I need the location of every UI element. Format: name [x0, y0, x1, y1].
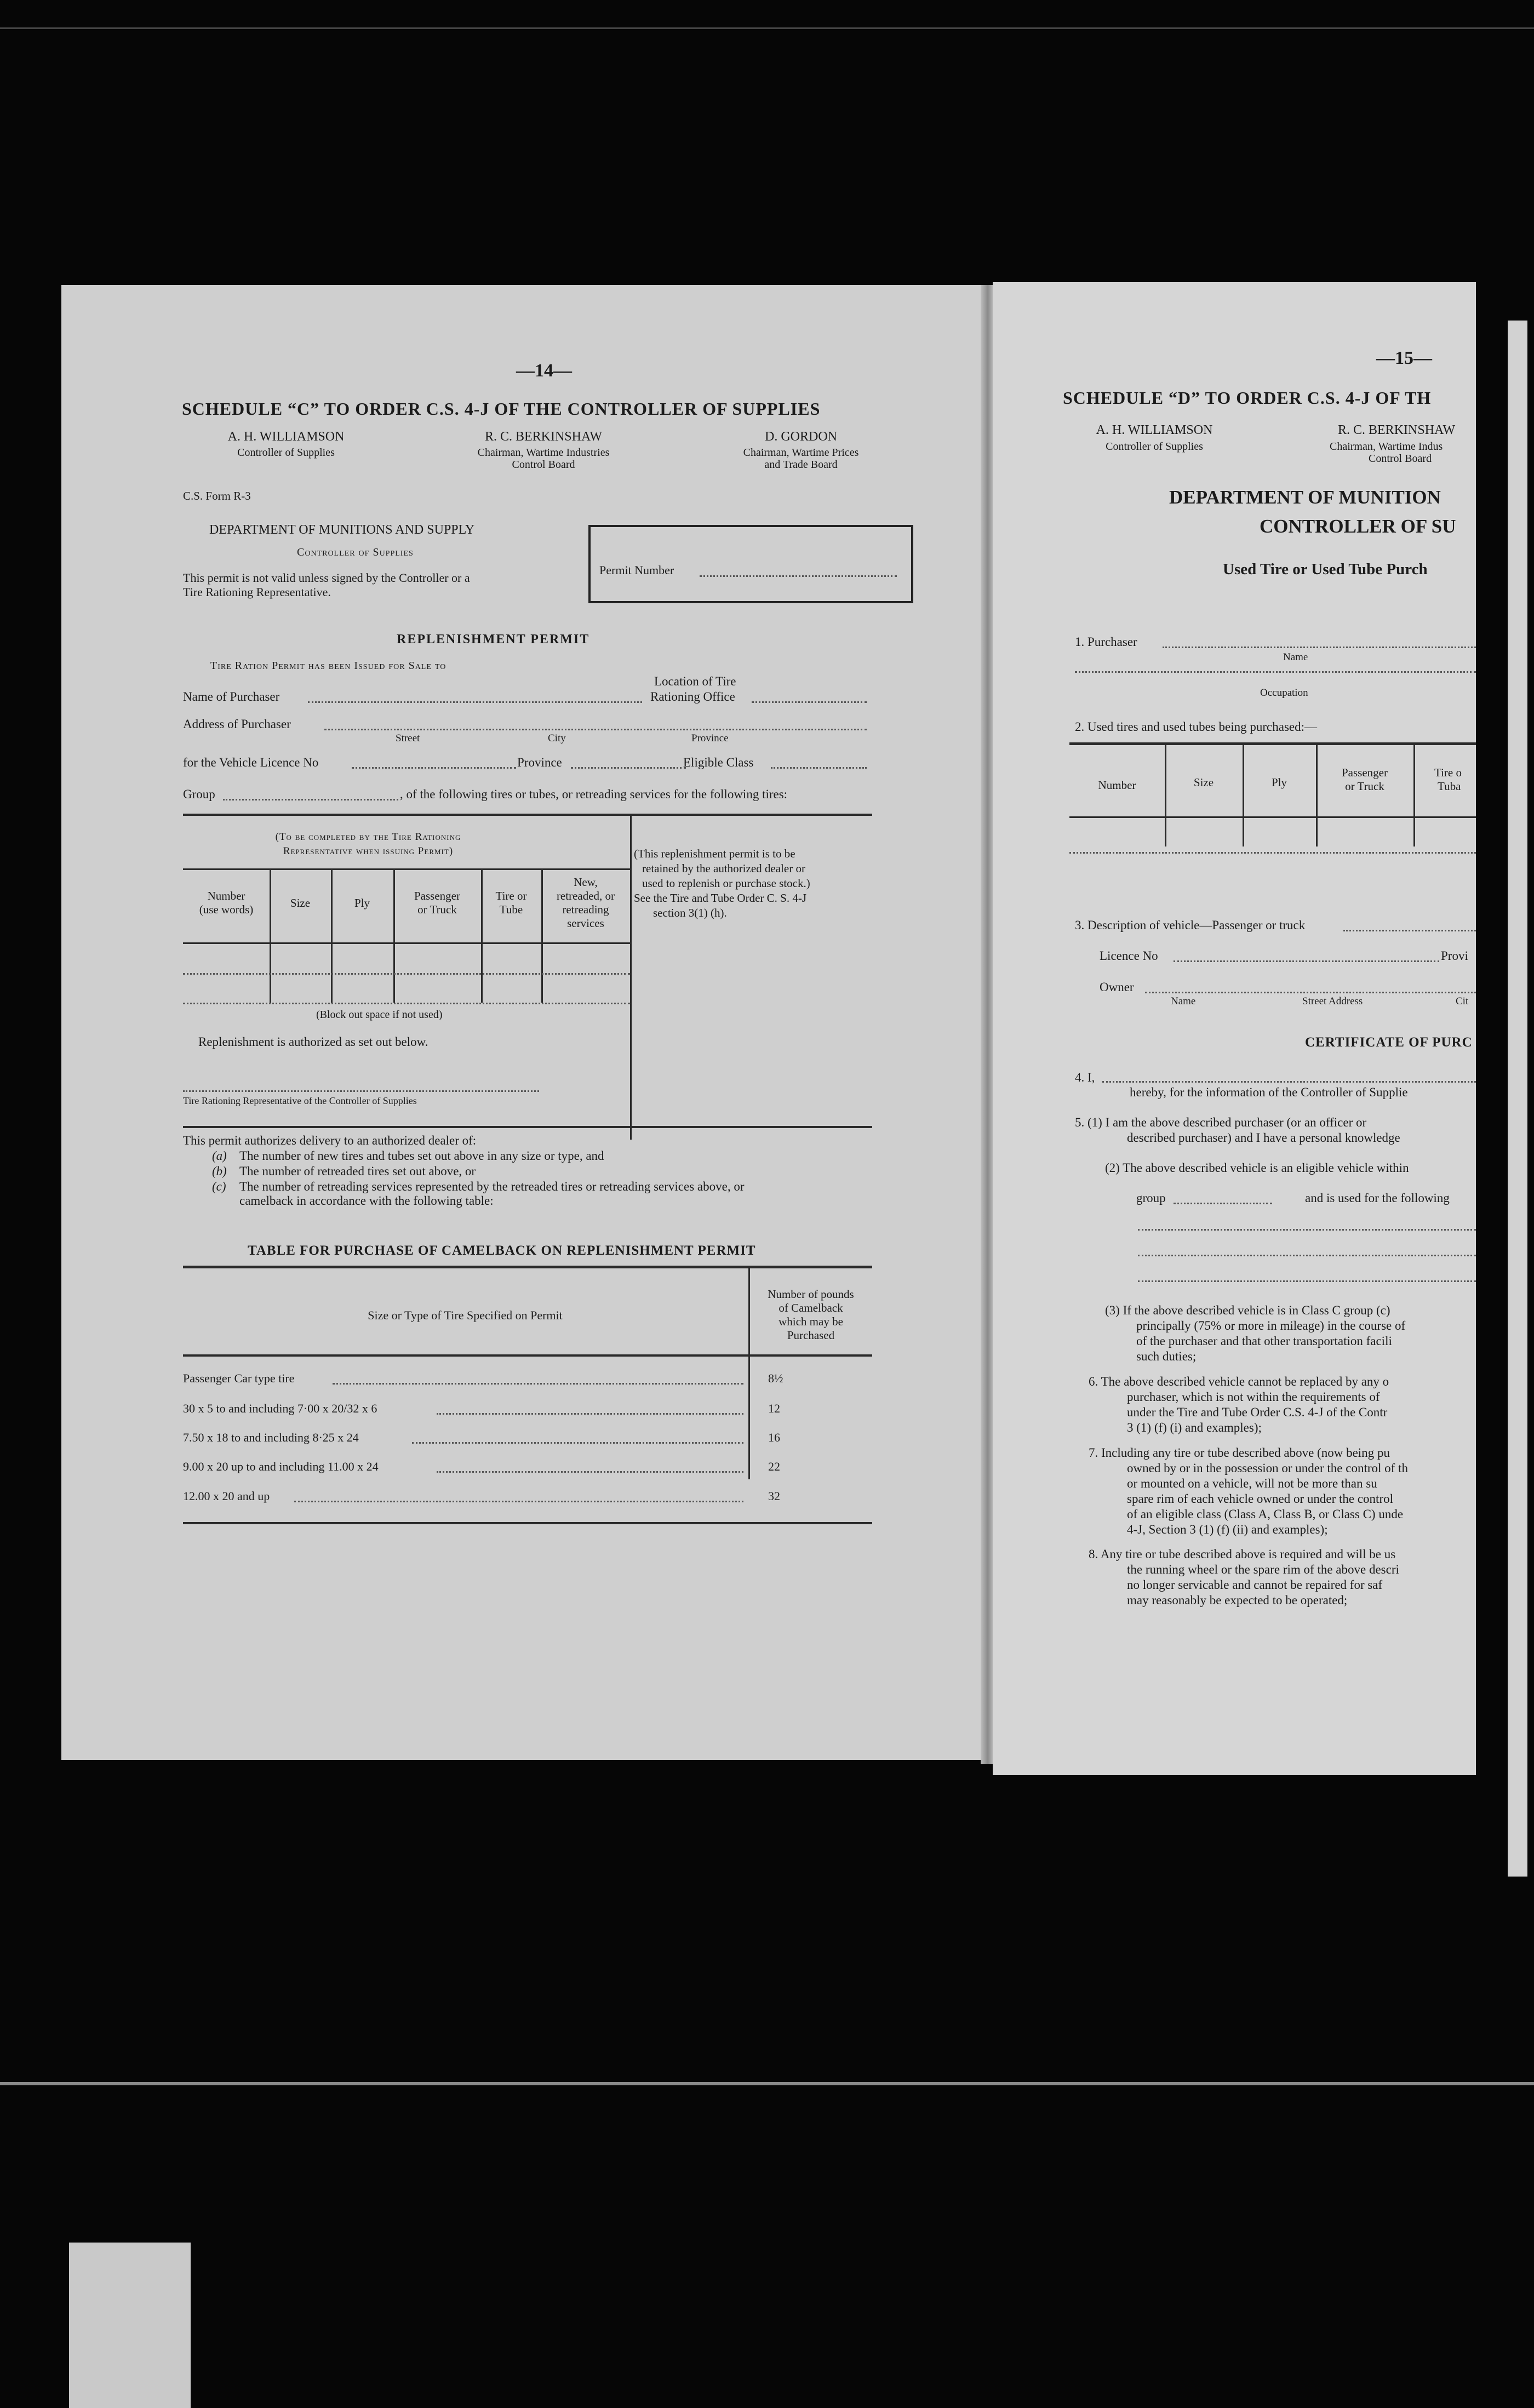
- leader-dots: [412, 1442, 743, 1444]
- official-title: and Trade Board: [764, 459, 838, 471]
- divider: [183, 1126, 872, 1128]
- col-header: Number: [207, 889, 245, 902]
- group-tail: , of the following tires or tubes, or retreading services for the following tires:: [400, 787, 788, 801]
- col-header: Tire o: [1434, 766, 1462, 779]
- retained-note: retained by the authorized dealer or: [642, 862, 805, 875]
- permit-number-field[interactable]: [700, 575, 897, 577]
- col-header: Tube: [499, 903, 523, 916]
- address-label: Address of Purchaser: [183, 717, 291, 731]
- group-field[interactable]: [1174, 1203, 1272, 1204]
- official-name: R. C. BERKINSHAW: [1338, 423, 1456, 437]
- authorized-note: Replenishment is authorized as set out below.: [198, 1035, 428, 1049]
- official-title: Controller of Supplies: [1106, 441, 1203, 453]
- item-8: no longer servicable and cannot be repaired for saf: [1127, 1578, 1383, 1592]
- item-4: 4. I,: [1075, 1071, 1095, 1084]
- camelback-title: TABLE FOR PURCHASE OF CAMELBACK ON REPLENISHMENT PERMIT: [248, 1243, 756, 1258]
- eligible-field[interactable]: [771, 767, 867, 769]
- item-6: 3 (1) (f) (i) and examples);: [1127, 1421, 1262, 1434]
- official-title: Control Board: [512, 459, 575, 471]
- name-label: Name of Purchaser: [183, 690, 280, 703]
- province-label: Province: [517, 756, 562, 769]
- owner-city-caption: Cit: [1456, 996, 1469, 1007]
- col-header: Number: [1098, 779, 1136, 792]
- leader-dots: [294, 1501, 743, 1502]
- camel-pounds: 8½: [768, 1371, 783, 1385]
- col-header: Tuba: [1438, 780, 1461, 793]
- clause-text: camelback in accordance with the following table:: [239, 1194, 494, 1208]
- block-out-note: (Block out space if not used): [316, 1009, 443, 1021]
- form-subtitle: Used Tire or Used Tube Purch: [1223, 560, 1428, 578]
- official-title: Controller of Supplies: [237, 447, 335, 459]
- item-8: 8. Any tire or tube described above is required and will be us: [1089, 1547, 1396, 1561]
- use-field[interactable]: [1138, 1280, 1476, 1282]
- location-field[interactable]: [752, 701, 867, 703]
- schedule-title: SCHEDULE “D” TO ORDER C.S. 4-J OF TH: [1063, 388, 1432, 408]
- licence-field[interactable]: [352, 767, 516, 769]
- table-col-rule: [393, 868, 395, 1003]
- col-header: Ply: [354, 896, 370, 910]
- leader-dots: [437, 1413, 743, 1415]
- vehicle-field[interactable]: [1343, 930, 1476, 931]
- item-5: described purchaser) and I have a personal knowledge: [1127, 1131, 1400, 1145]
- signature-field[interactable]: [183, 1090, 539, 1092]
- street-caption: Street: [396, 733, 420, 744]
- camel-pounds: 22: [768, 1460, 780, 1473]
- table-rule: [183, 1266, 872, 1268]
- table-col-rule: [541, 868, 543, 1003]
- official-name: A. H. WILLIAMSON: [227, 430, 345, 444]
- camel-col-header: Size or Type of Tire Specified on Permit: [368, 1308, 563, 1322]
- col-header: Size: [1193, 776, 1214, 789]
- item-6: purchaser, which is not within the requirements of: [1127, 1390, 1380, 1404]
- permit-number-label: Permit Number: [599, 563, 674, 577]
- retained-note: section 3(1) (h).: [653, 906, 727, 919]
- owner-street-caption: Street Address: [1302, 996, 1363, 1007]
- item-6: 6. The above described vehicle cannot be replaced by any o: [1089, 1375, 1389, 1388]
- item-5-3: (3) If the above described vehicle is in Class C group (c): [1105, 1303, 1390, 1317]
- camel-col-header: Number of pounds: [768, 1288, 854, 1301]
- official-title: Chairman, Wartime Indus: [1330, 441, 1443, 453]
- used-tires-label: 2. Used tires and used tubes being purchased:—: [1075, 720, 1318, 734]
- retained-note: (This replenishment permit is to be: [634, 847, 795, 860]
- col-header: retreading: [562, 903, 609, 916]
- clause-text: The number of retreaded tires set out above, or: [239, 1164, 476, 1178]
- use-field[interactable]: [1138, 1229, 1476, 1231]
- official-name: R. C. BERKINSHAW: [484, 430, 603, 444]
- table-rule: [183, 1354, 872, 1357]
- official-title: Chairman, Wartime Industries: [477, 447, 610, 459]
- item-6: under the Tire and Tube Order C.S. 4-J of the Contr: [1127, 1405, 1388, 1419]
- item-5-3: such duties;: [1136, 1349, 1197, 1363]
- location-label: Location of Tire: [654, 674, 736, 688]
- controller-label: Controller of Supplies: [297, 546, 414, 558]
- occupation-caption: Occupation: [1260, 687, 1308, 699]
- col-header: services: [567, 917, 604, 930]
- camel-size: 9.00 x 20 up to and including 11.00 x 24: [183, 1460, 379, 1473]
- purchaser-label: 1. Purchaser: [1075, 635, 1137, 649]
- section-divider: [630, 814, 632, 1140]
- item-5: and is used for the following: [1305, 1191, 1450, 1205]
- page-number: —15—: [1376, 348, 1432, 368]
- leader-dots: [333, 1383, 743, 1385]
- occupation-field[interactable]: [1075, 671, 1476, 673]
- schedule-title: SCHEDULE “C” TO ORDER C.S. 4-J OF THE CONTROLLER OF SUPPLIES: [182, 399, 821, 419]
- table-col-rule: [331, 868, 333, 1003]
- col-header: New,: [574, 876, 598, 889]
- official-title: Control Board: [1369, 453, 1432, 465]
- divider: [183, 814, 872, 816]
- province-caption: Province: [691, 733, 729, 744]
- table-col-rule: [1316, 745, 1318, 846]
- table-col-rule: [1243, 745, 1244, 846]
- item-5: group: [1136, 1191, 1166, 1205]
- table-row[interactable]: [1069, 852, 1476, 854]
- camel-size: 7.50 x 18 to and including 8·25 x 24: [183, 1431, 359, 1444]
- province-field[interactable]: [571, 767, 686, 769]
- city-caption: City: [548, 733, 566, 744]
- validity-note: This permit is not valid unless signed by the Controller or a: [183, 571, 470, 585]
- table-col-rule: [1413, 745, 1415, 846]
- official-title: Chairman, Wartime Prices: [743, 447, 859, 459]
- completed-note: Representative when issuing Permit): [283, 845, 454, 857]
- item-7: 4-J, Section 3 (1) (f) (ii) and examples);: [1127, 1523, 1328, 1536]
- item-7: of an eligible class (Class A, Class B, or Class C) unde: [1127, 1507, 1404, 1521]
- location-label: Rationing Office: [650, 690, 735, 703]
- table-col-rule: [270, 868, 271, 1003]
- controller-heading: CONTROLLER OF SU: [1260, 516, 1456, 537]
- official-name: D. GORDON: [765, 430, 837, 444]
- item-7: 7. Including any tire or tube described above (now being pu: [1089, 1446, 1390, 1460]
- item-5: 5. (1) I am the above described purchaser (or an officer or: [1075, 1116, 1367, 1129]
- group-field[interactable]: [223, 799, 398, 800]
- page-edge-strip: [1508, 321, 1527, 1877]
- table-row[interactable]: [183, 1003, 630, 1004]
- table-rule: [183, 868, 630, 870]
- camel-size: Passenger Car type tire: [183, 1371, 295, 1385]
- form-number: C.S. Form R-3: [183, 489, 251, 502]
- camel-col-header: which may be: [779, 1315, 843, 1328]
- licence-label: Licence No: [1100, 949, 1158, 963]
- department: DEPARTMENT OF MUNITIONS AND SUPPLY: [209, 523, 475, 537]
- camel-size: 12.00 x 20 and up: [183, 1489, 270, 1503]
- item-7: spare rim of each vehicle owned or under the control: [1127, 1492, 1393, 1506]
- item-8: may reasonably be expected to be operated;: [1127, 1593, 1348, 1607]
- vehicle-description: 3. Description of vehicle—Passenger or truck: [1075, 918, 1306, 932]
- authorizes-note: This permit authorizes delivery to an authorized dealer of:: [183, 1134, 477, 1147]
- camel-pounds: 32: [768, 1489, 780, 1503]
- table-row[interactable]: [183, 973, 630, 975]
- film-edge-top: [0, 27, 1534, 29]
- item-4-text: hereby, for the information of the Controller of Supplie: [1130, 1085, 1408, 1099]
- eligible-label: Eligible Class: [683, 756, 754, 769]
- col-header: Tire or: [495, 889, 527, 902]
- col-header: Passenger: [1342, 766, 1388, 779]
- camel-size: 30 x 5 to and including 7·00 x 20/32 x 6: [183, 1402, 377, 1415]
- paper-scrap: [69, 2243, 191, 2408]
- col-header: or Truck: [417, 903, 457, 916]
- camel-col-header: of Camelback: [779, 1301, 843, 1314]
- col-header: retreaded, or: [556, 889, 615, 902]
- retained-note: used to replenish or purchase stock.): [642, 877, 810, 890]
- leader-dots: [437, 1471, 743, 1473]
- purchaser-field[interactable]: [1163, 647, 1476, 648]
- col-header: Ply: [1271, 776, 1287, 789]
- signature-caption: Tire Rationing Representative of the Controller of Supplies: [183, 1095, 417, 1106]
- right-page: [993, 282, 1476, 1775]
- group-label: Group: [183, 787, 215, 801]
- item-7: owned by or in the possession or under the control of th: [1127, 1461, 1408, 1475]
- item-8: the running wheel or the spare rim of the above descri: [1127, 1563, 1399, 1576]
- camel-col-header: Purchased: [787, 1329, 835, 1342]
- declarant-field[interactable]: [1102, 1081, 1476, 1083]
- validity-note: Tire Rationing Representative.: [183, 585, 331, 599]
- province-label: Provi: [1441, 949, 1468, 963]
- table-col-rule: [1165, 745, 1166, 846]
- licence-field[interactable]: [1174, 960, 1439, 962]
- table-rule: [183, 1522, 872, 1524]
- clause-text: The number of new tires and tubes set out above in any size or type, and: [239, 1149, 604, 1163]
- name-caption: Name: [1283, 651, 1308, 663]
- camel-pounds: 16: [768, 1431, 780, 1444]
- name-field[interactable]: [308, 701, 642, 703]
- film-edge-bottom: [0, 2082, 1534, 2085]
- completed-note: (To be completed by the Tire Rationing: [275, 831, 461, 843]
- page-number: —14—: [516, 361, 572, 381]
- address-field[interactable]: [324, 729, 867, 730]
- table-rule: [183, 942, 630, 944]
- col-header: Size: [290, 896, 311, 910]
- item-5: (2) The above described vehicle is an eligible vehicle within: [1105, 1161, 1409, 1175]
- vehicle-label: for the Vehicle Licence No: [183, 756, 319, 769]
- clause-letter: (b): [212, 1164, 227, 1178]
- replenishment-title: REPLENISHMENT PERMIT: [397, 632, 590, 647]
- owner-field[interactable]: [1145, 992, 1476, 993]
- clause-letter: (a): [212, 1149, 227, 1163]
- owner-label: Owner: [1100, 980, 1134, 994]
- clause-letter: (c): [212, 1180, 226, 1193]
- item-5-3: of the purchaser and that other transportation facili: [1136, 1334, 1392, 1348]
- col-header: Passenger: [414, 889, 460, 902]
- item-5-3: principally (75% or more in mileage) in the course of: [1136, 1319, 1406, 1332]
- official-name: A. H. WILLIAMSON: [1096, 423, 1213, 437]
- col-header: or Truck: [1345, 780, 1384, 793]
- certificate-title: CERTIFICATE OF PURC: [1305, 1035, 1473, 1050]
- owner-name-caption: Name: [1171, 996, 1196, 1007]
- col-header: (use words): [199, 903, 254, 916]
- retained-note: See the Tire and Tube Order C. S. 4-J: [634, 891, 807, 905]
- item-7: or mounted on a vehicle, will not be more than su: [1127, 1477, 1377, 1490]
- table-col-rule: [481, 868, 483, 1003]
- camel-pounds: 12: [768, 1402, 780, 1415]
- department: DEPARTMENT OF MUNITION: [1169, 487, 1441, 508]
- clause-text: The number of retreading services represented by the retreaded tires or retreading services above, or: [239, 1180, 745, 1193]
- left-page: [61, 285, 987, 1760]
- use-field[interactable]: [1138, 1255, 1476, 1256]
- issued-line: Tire Ration Permit has been Issued for Sale to: [210, 660, 447, 672]
